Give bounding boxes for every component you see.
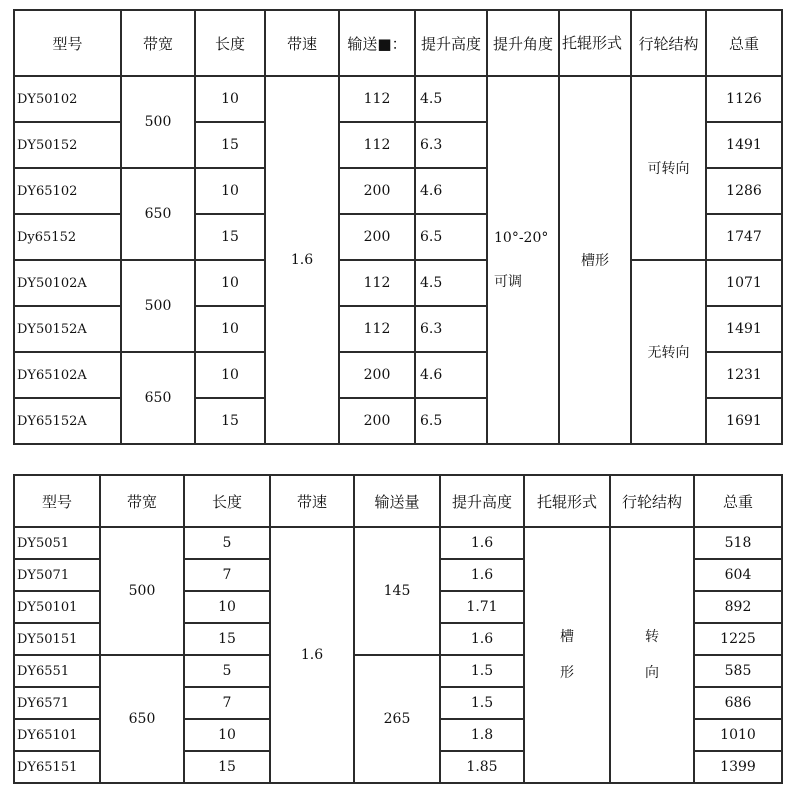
model-cell: DY50101 [14, 591, 100, 623]
header-lift-height: 提升高度 [415, 10, 487, 76]
header-capacity: 输送量 [354, 475, 440, 527]
height-cell: 4.6 [415, 168, 487, 214]
model-cell: DY6551 [14, 655, 100, 687]
height-cell: 4.5 [415, 76, 487, 122]
length-cell: 7 [184, 559, 270, 591]
capacity-cell: 112 [339, 122, 415, 168]
model-cell: DY6571 [14, 687, 100, 719]
lift-angle-adjustable: 可调 [494, 274, 522, 290]
capacity-cell: 112 [339, 306, 415, 352]
model-cell: Dy65152 [14, 214, 121, 260]
lift-angle-cell [487, 76, 559, 444]
model-cell: DY65151 [14, 751, 100, 783]
model-cell: DY50151 [14, 623, 100, 655]
length-cell: 15 [195, 398, 265, 444]
weight-cell: 604 [694, 559, 782, 591]
model-cell: DY5071 [14, 559, 100, 591]
weight-cell: 1286 [706, 168, 782, 214]
wheel-structure-cell: 可转向 [631, 76, 706, 260]
header-bandwidth: 带宽 [100, 475, 184, 527]
height-cell: 1.5 [440, 687, 524, 719]
header-lift-angle: 提升角度 [487, 10, 559, 76]
weight-cell: 1231 [706, 352, 782, 398]
weight-cell: 1010 [694, 719, 782, 751]
length-cell: 7 [184, 687, 270, 719]
wheel-structure-cell [610, 527, 694, 783]
header-speed: 带速 [270, 475, 354, 527]
weight-cell: 1399 [694, 751, 782, 783]
bandwidth-cell: 650 [121, 352, 195, 444]
height-cell: 6.3 [415, 122, 487, 168]
length-cell: 15 [184, 623, 270, 655]
bandwidth-cell: 650 [100, 655, 184, 783]
bandwidth-cell: 500 [121, 260, 195, 352]
bandwidth-cell: 650 [121, 168, 195, 260]
header-lift-height: 提升高度 [440, 475, 524, 527]
header-length: 长度 [184, 475, 270, 527]
length-cell: 10 [195, 352, 265, 398]
height-cell: 1.6 [440, 623, 524, 655]
height-cell: 6.5 [415, 214, 487, 260]
length-cell: 15 [195, 214, 265, 260]
height-cell: 1.5 [440, 655, 524, 687]
model-cell: DY65102 [14, 168, 121, 214]
wheel-structure-cell: 无转向 [631, 260, 706, 444]
weight-cell: 585 [694, 655, 782, 687]
weight-cell: 518 [694, 527, 782, 559]
length-cell: 5 [184, 527, 270, 559]
model-cell: DY50102 [14, 76, 121, 122]
capacity-cell: 265 [354, 655, 440, 783]
model-cell: DY65152A [14, 398, 121, 444]
roller-type-cell [524, 527, 610, 783]
header-bandwidth: 带宽 [121, 10, 195, 76]
header-row [14, 475, 782, 527]
weight-cell: 1491 [706, 306, 782, 352]
model-cell: DY50152A [14, 306, 121, 352]
weight-cell: 1691 [706, 398, 782, 444]
roller-type-char-2: 形 [560, 665, 574, 681]
capacity-cell: 200 [339, 352, 415, 398]
length-cell: 10 [184, 719, 270, 751]
speed-cell: 1.6 [265, 76, 339, 444]
capacity-cell: 145 [354, 527, 440, 655]
model-cell: DY5051 [14, 527, 100, 559]
height-cell: 4.6 [415, 352, 487, 398]
header-model: 型号 [14, 10, 121, 76]
capacity-cell: 200 [339, 168, 415, 214]
header-model: 型号 [14, 475, 100, 527]
header-length: 长度 [195, 10, 265, 76]
roller-type-cell: 槽形 [559, 76, 631, 444]
length-cell: 15 [184, 751, 270, 783]
height-cell: 4.5 [415, 260, 487, 306]
capacity-cell: 112 [339, 260, 415, 306]
bandwidth-cell: 500 [121, 76, 195, 168]
length-cell: 15 [195, 122, 265, 168]
conveyor-spec-table-2 [13, 474, 783, 784]
roller-type-char-1: 槽 [560, 629, 574, 645]
conveyor-spec-table-1 [13, 9, 783, 445]
height-cell: 1.6 [440, 527, 524, 559]
weight-cell: 1491 [706, 122, 782, 168]
model-cell: DY50102A [14, 260, 121, 306]
length-cell: 5 [184, 655, 270, 687]
length-cell: 10 [195, 306, 265, 352]
wheel-structure-char-2: 向 [645, 665, 659, 681]
model-cell: DY65102A [14, 352, 121, 398]
header-roller-type: 托辊形式 [559, 10, 631, 76]
capacity-cell: 200 [339, 398, 415, 444]
length-cell: 10 [195, 76, 265, 122]
height-cell: 6.3 [415, 306, 487, 352]
weight-cell: 686 [694, 687, 782, 719]
header-wheel-structure: 行轮结构 [631, 10, 706, 76]
lift-angle-range: 10°-20° [494, 230, 549, 246]
header-roller-type: 托辊形式 [524, 475, 610, 527]
model-cell: DY50152 [14, 122, 121, 168]
header-speed: 带速 [265, 10, 339, 76]
capacity-cell: 112 [339, 76, 415, 122]
weight-cell: 1225 [694, 623, 782, 655]
table-row [14, 527, 782, 559]
header-capacity: 输送■： [339, 10, 415, 76]
height-cell: 1.8 [440, 719, 524, 751]
table-row [14, 76, 782, 122]
length-cell: 10 [195, 168, 265, 214]
height-cell: 1.71 [440, 591, 524, 623]
height-cell: 6.5 [415, 398, 487, 444]
length-cell: 10 [184, 591, 270, 623]
weight-cell: 1126 [706, 76, 782, 122]
height-cell: 1.6 [440, 559, 524, 591]
length-cell: 10 [195, 260, 265, 306]
header-total-weight: 总重 [706, 10, 782, 76]
speed-cell: 1.6 [270, 527, 354, 783]
wheel-structure-char-1: 转 [645, 629, 659, 645]
header-total-weight: 总重 [694, 475, 782, 527]
weight-cell: 892 [694, 591, 782, 623]
capacity-cell: 200 [339, 214, 415, 260]
height-cell: 1.85 [440, 751, 524, 783]
weight-cell: 1071 [706, 260, 782, 306]
bandwidth-cell: 500 [100, 527, 184, 655]
header-row [14, 10, 782, 76]
model-cell: DY65101 [14, 719, 100, 751]
table-row [14, 260, 782, 306]
header-wheel-structure: 行轮结构 [610, 475, 694, 527]
weight-cell: 1747 [706, 214, 782, 260]
